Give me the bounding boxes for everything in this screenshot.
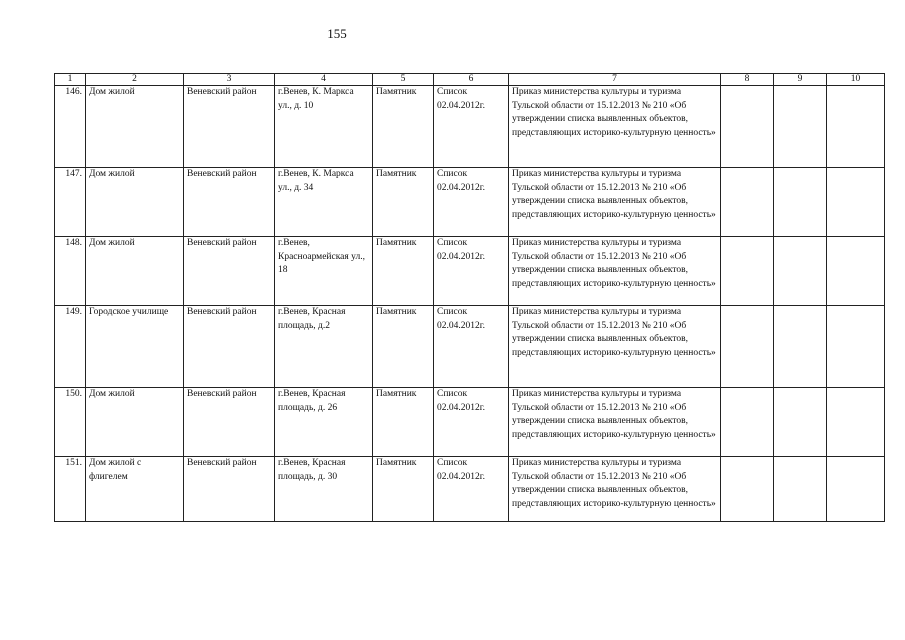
document-reference: Приказ министерства культуры и туризма Тульской области от 15.12.2013 № 210 «Об утверждении списка выявленных объектов, представляющих историко-культурную ценность» bbox=[509, 237, 721, 306]
document-reference: Приказ министерства культуры и туризма Тульской области от 15.12.2013 № 210 «Об утверждении списка выявленных объектов, представляющих историко-культурную ценность» bbox=[509, 86, 721, 168]
category: Памятник bbox=[373, 237, 434, 306]
object-name: Дом жилой bbox=[86, 388, 184, 457]
row-number: 147. bbox=[55, 168, 86, 237]
list-reference: Список 02.04.2012г. bbox=[434, 86, 509, 168]
empty-cell bbox=[721, 86, 774, 168]
empty-cell bbox=[721, 237, 774, 306]
list-reference: Список 02.04.2012г. bbox=[434, 388, 509, 457]
row-number: 148. bbox=[55, 237, 86, 306]
category: Памятник bbox=[373, 457, 434, 522]
heritage-register-table bbox=[54, 73, 885, 522]
address: г.Венев, К. Маркса ул., д. 10 bbox=[275, 86, 373, 168]
column-header: 2 bbox=[86, 74, 184, 86]
category: Памятник bbox=[373, 168, 434, 237]
district: Веневский район bbox=[184, 388, 275, 457]
table-row bbox=[55, 168, 885, 237]
empty-cell bbox=[827, 388, 885, 457]
row-number: 151. bbox=[55, 457, 86, 522]
column-header: 9 bbox=[774, 74, 827, 86]
table-row bbox=[55, 306, 885, 388]
list-reference: Список 02.04.2012г. bbox=[434, 168, 509, 237]
object-name: Городское училище bbox=[86, 306, 184, 388]
column-header: 6 bbox=[434, 74, 509, 86]
page-number: 155 bbox=[327, 26, 347, 41]
address: г.Венев, К. Маркса ул., д. 34 bbox=[275, 168, 373, 237]
column-header: 1 bbox=[55, 74, 86, 86]
empty-cell bbox=[774, 168, 827, 237]
document-reference: Приказ министерства культуры и туризма Тульской области от 15.12.2013 № 210 «Об утверждении списка выявленных объектов, представляющих историко-культурную ценность» bbox=[509, 168, 721, 237]
object-name: Дом жилой bbox=[86, 168, 184, 237]
list-reference: Список 02.04.2012г. bbox=[434, 237, 509, 306]
address: г.Венев, Красноармейская ул., 18 bbox=[275, 237, 373, 306]
row-number: 146. bbox=[55, 86, 86, 168]
address: г.Венев, Красная площадь, д. 30 bbox=[275, 457, 373, 522]
document-reference: Приказ министерства культуры и туризма Тульской области от 15.12.2013 № 210 «Об утверждении списка выявленных объектов, представляющих историко-культурную ценность» bbox=[509, 457, 721, 522]
empty-cell bbox=[827, 237, 885, 306]
category: Памятник bbox=[373, 388, 434, 457]
row-number: 149. bbox=[55, 306, 86, 388]
empty-cell bbox=[774, 306, 827, 388]
empty-cell bbox=[721, 457, 774, 522]
category: Памятник bbox=[373, 306, 434, 388]
empty-cell bbox=[774, 388, 827, 457]
district: Веневский район bbox=[184, 86, 275, 168]
empty-cell bbox=[721, 306, 774, 388]
address: г.Венев, Красная площадь, д. 26 bbox=[275, 388, 373, 457]
district: Веневский район bbox=[184, 457, 275, 522]
empty-cell bbox=[721, 168, 774, 237]
column-header: 10 bbox=[827, 74, 885, 86]
district: Веневский район bbox=[184, 237, 275, 306]
empty-cell bbox=[827, 306, 885, 388]
table-row bbox=[55, 457, 885, 522]
list-reference: Список 02.04.2012г. bbox=[434, 457, 509, 522]
document-reference: Приказ министерства культуры и туризма Тульской области от 15.12.2013 № 210 «Об утверждении списка выявленных объектов, представляющих историко-культурную ценность» bbox=[509, 306, 721, 388]
row-number: 150. bbox=[55, 388, 86, 457]
table-row bbox=[55, 388, 885, 457]
empty-cell bbox=[827, 86, 885, 168]
column-header: 3 bbox=[184, 74, 275, 86]
district: Веневский район bbox=[184, 168, 275, 237]
column-header: 7 bbox=[509, 74, 721, 86]
empty-cell bbox=[774, 457, 827, 522]
header-row bbox=[55, 74, 885, 86]
empty-cell bbox=[774, 86, 827, 168]
address: г.Венев, Красная площадь, д.2 bbox=[275, 306, 373, 388]
column-header: 4 bbox=[275, 74, 373, 86]
table-row bbox=[55, 86, 885, 168]
empty-cell bbox=[827, 457, 885, 522]
district: Веневский район bbox=[184, 306, 275, 388]
document-reference: Приказ министерства культуры и туризма Тульской области от 15.12.2013 № 210 «Об утверждении списка выявленных объектов, представляющих историко-культурную ценность» bbox=[509, 388, 721, 457]
column-header: 8 bbox=[721, 74, 774, 86]
category: Памятник bbox=[373, 86, 434, 168]
list-reference: Список 02.04.2012г. bbox=[434, 306, 509, 388]
empty-cell bbox=[721, 388, 774, 457]
empty-cell bbox=[827, 168, 885, 237]
empty-cell bbox=[774, 237, 827, 306]
object-name: Дом жилой bbox=[86, 86, 184, 168]
object-name: Дом жилой bbox=[86, 237, 184, 306]
column-header: 5 bbox=[373, 74, 434, 86]
table-row bbox=[55, 237, 885, 306]
object-name: Дом жилой с флигелем bbox=[86, 457, 184, 522]
